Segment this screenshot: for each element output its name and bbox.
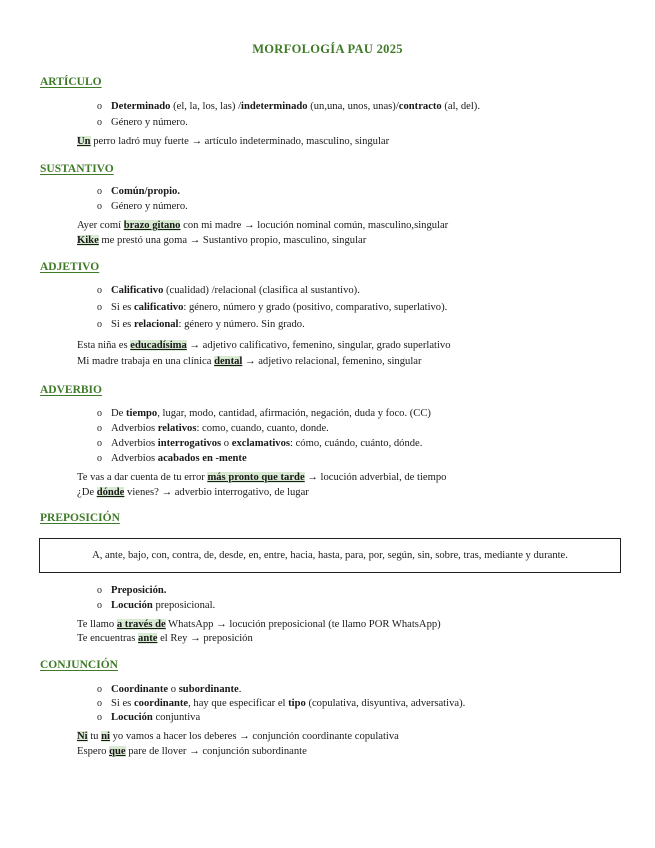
example-adverbio-2: ¿De dónde vienes? → adverbio interrogativo, de lugar bbox=[77, 487, 309, 498]
bullet-marker: o bbox=[97, 319, 102, 330]
bullet-conjuncion-2: o Si es coordinante, hay que especificar el tipo (copulativa, disyuntiva, adversativa). bbox=[97, 698, 466, 709]
example-conjuncion-1: Ni tu ni yo vamos a hacer los deberes → conjunción coordinante copulativa bbox=[77, 731, 399, 742]
bullet-adverbio-2: o Adverbios relativos: como, cuando, cuanto, donde. bbox=[97, 423, 329, 434]
bullet-adverbio-1: o De tiempo, lugar, modo, cantidad, afirmación, negación, duda y foco. (CC) bbox=[97, 408, 431, 419]
bullet-sustantivo-2: o Género y número. bbox=[97, 201, 188, 212]
bullet-adverbio-3: o Adverbios interrogativos o exclamativos: cómo, cuándo, cuánto, dónde. bbox=[97, 438, 423, 449]
bullet-preposicion-2: o Locución preposicional. bbox=[97, 600, 216, 611]
example-adjetivo-2: Mi madre trabaja en una clínica dental → adjetivo relacional, femenino, singular bbox=[77, 356, 422, 367]
example-preposicion-2: Te encuentras ante el Rey → preposición bbox=[77, 633, 253, 644]
heading-conjuncion: CONJUNCIÓN bbox=[40, 659, 118, 671]
bullet-sustantivo-1: o Común/propio. bbox=[97, 186, 180, 197]
bullet-marker: o bbox=[97, 698, 102, 709]
example-sustantivo-2: Kike me prestó una goma → Sustantivo propio, masculino, singular bbox=[77, 235, 367, 246]
bullet-marker: o bbox=[97, 684, 102, 695]
bullet-marker: o bbox=[97, 712, 102, 723]
preposition-list-box: A, ante, bajo, con, contra, de, desde, en, entre, hacia, hasta, para, por, según, sin, sobre, tras, mediante y durante. bbox=[39, 538, 621, 573]
example-sustantivo-1: Ayer comí brazo gitano con mi madre → locución nominal común, masculino,singular bbox=[77, 220, 449, 231]
heading-adjetivo: ADJETIVO bbox=[40, 261, 100, 273]
bullet-marker: o bbox=[97, 302, 102, 313]
heading-preposicion: PREPOSICIÓN bbox=[40, 512, 120, 524]
bullet-articulo-2: o Género y número. bbox=[97, 117, 188, 128]
bullet-marker: o bbox=[97, 585, 102, 596]
bullet-marker: o bbox=[97, 453, 102, 464]
bullet-marker: o bbox=[97, 186, 102, 197]
bullet-articulo-1: o Determinado (el, la, los, las) /indeterminado (un,una, unos, unas)/contracto (al, del). bbox=[97, 101, 480, 112]
bullet-marker: o bbox=[97, 438, 102, 449]
bullet-marker: o bbox=[97, 285, 102, 296]
example-adjetivo-1: Esta niña es educadísima → adjetivo calificativo, femenino, singular, grado superlativo bbox=[77, 340, 451, 351]
bullet-marker: o bbox=[97, 117, 102, 128]
page-title: MORFOLOGÍA PAU 2025 bbox=[252, 42, 403, 56]
bullet-adjetivo-1: o Calificativo (cualidad) /relacional (clasifica al sustantivo). bbox=[97, 285, 360, 296]
example-conjuncion-2: Espero que pare de llover → conjunción subordinante bbox=[77, 746, 307, 757]
bullet-marker: o bbox=[97, 101, 102, 112]
example-articulo-1: Un perro ladró muy fuerte → artículo indeterminado, masculino, singular bbox=[77, 136, 390, 147]
example-preposicion-1: Te llamo a través de WhatsApp → locución preposicional (te llamo POR WhatsApp) bbox=[77, 619, 441, 630]
bullet-adverbio-4: o Adverbios acabados en -mente bbox=[97, 453, 247, 464]
bullet-marker: o bbox=[97, 201, 102, 212]
bullet-conjuncion-1: o Coordinante o subordinante. bbox=[97, 684, 242, 695]
heading-adverbio: ADVERBIO bbox=[40, 384, 102, 396]
bullet-marker: o bbox=[97, 423, 102, 434]
bullet-conjuncion-3: o Locución conjuntiva bbox=[97, 712, 201, 723]
example-adverbio-1: Te vas a dar cuenta de tu error más pronto que tarde → locución adverbial, de tiempo bbox=[77, 472, 447, 483]
bullet-marker: o bbox=[97, 408, 102, 419]
bullet-adjetivo-3: o Si es relacional: género y número. Sin grado. bbox=[97, 319, 305, 330]
bullet-marker: o bbox=[97, 600, 102, 611]
bullet-preposicion-1: o Preposición. bbox=[97, 585, 167, 596]
bullet-adjetivo-2: o Si es calificativo: género, número y grado (positivo, comparativo, superlativo). bbox=[97, 302, 448, 313]
heading-sustantivo: SUSTANTIVO bbox=[40, 163, 114, 175]
heading-articulo: ARTÍCULO bbox=[40, 76, 102, 88]
